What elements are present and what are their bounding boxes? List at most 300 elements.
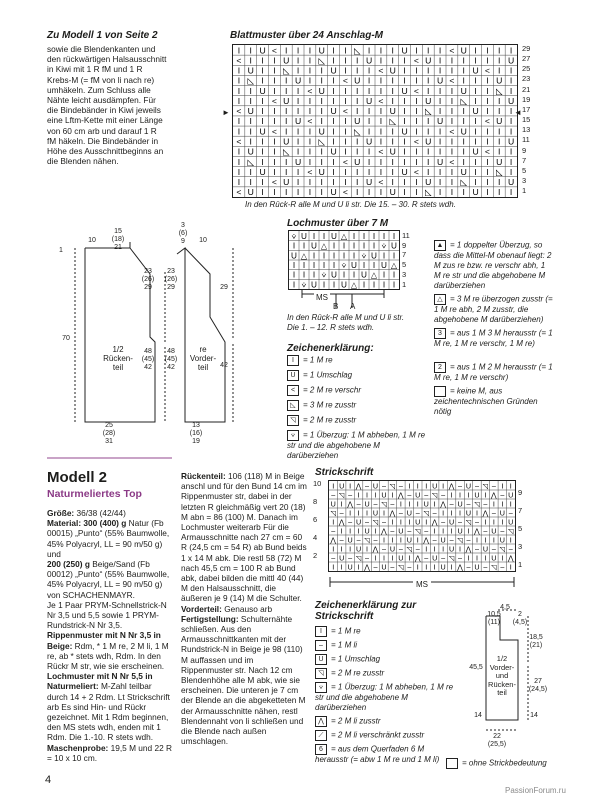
svg-text:⋀: ⋀ [423,536,430,545]
legend-symbol: ⩒ [315,682,327,693]
svg-text:I: I [372,280,376,289]
legend-text: = 2 M li zusstr [331,716,381,726]
svg-text:U: U [508,518,514,527]
svg-text:◺: ◺ [318,136,326,147]
page-number: 4 [45,774,52,786]
svg-text:I: I [415,187,418,197]
blatt-row-numbers [522,45,542,200]
svg-text:U: U [406,509,412,518]
blatt-title: Blattmuster über 24 Anschlag-M [230,30,383,41]
svg-text:I: I [308,187,312,197]
svg-text:I: I [356,146,359,157]
svg-text:I: I [296,146,300,157]
legend-item [315,654,455,665]
svg-text:U: U [398,527,404,536]
strick-right-numbers [518,480,532,570]
s2-455: 45,5 [469,664,483,671]
svg-text:I: I [399,500,402,509]
svg-text:I: I [308,106,312,117]
svg-text:⋀: ⋀ [381,527,387,536]
row-number: 19 [522,94,531,104]
svg-text:I: I [391,136,394,147]
svg-text:I: I [332,55,335,66]
svg-text:U: U [365,95,373,106]
svg-text:U: U [436,156,444,167]
svg-text:I: I [261,136,264,147]
svg-text:I: I [332,166,335,177]
svg-text:I: I [332,156,335,167]
svg-text:I: I [450,106,454,117]
svg-text:U: U [389,146,396,157]
svg-text:I: I [261,116,264,127]
svg-text:⋀: ⋀ [355,482,362,491]
svg-text:I: I [372,241,376,251]
svg-text:I: I [356,166,359,177]
svg-text:⋀: ⋀ [347,500,354,509]
svg-text:I: I [438,65,442,76]
svg-text:<: < [236,187,242,197]
svg-text:I: I [509,45,513,56]
svg-text:I: I [344,116,347,127]
legend-item [287,385,427,396]
legend-symbol: ▲ [434,240,446,251]
svg-text:U: U [361,270,367,280]
svg-text:I: I [379,187,383,197]
svg-text:I: I [498,65,501,76]
legend-symbol: U [287,370,299,381]
svg-text:◺: ◺ [495,85,503,96]
svg-text:I: I [349,545,352,554]
svg-text:I: I [367,187,371,197]
svg-text:◺: ◺ [353,45,361,56]
svg-text:I: I [320,156,323,167]
svg-text:U: U [259,85,266,96]
row-number: 2 [313,551,318,560]
svg-text:U: U [401,45,408,56]
svg-text:I: I [416,536,419,545]
svg-text:U: U [507,95,515,106]
svg-text:–: – [500,491,505,500]
svg-text:I: I [356,55,359,66]
svg-text:U: U [283,136,290,147]
svg-text:I: I [492,500,495,509]
svg-text:⋀: ⋀ [448,482,455,491]
svg-text:I: I [356,65,359,76]
svg-text:I: I [486,177,489,188]
legend-text: = aus 1 M 2 M herausstr (= 1 M re, 1 M re verschr) [434,362,553,382]
svg-text:I: I [382,270,386,280]
svg-text:U: U [425,177,432,188]
svg-text:U: U [491,554,497,563]
svg-text:I: I [486,106,489,117]
intro-body: sowie die Blendenkanten und den rückwärtigen Halsausschnitt in Kiwi mit 1 R fM und 1 R Krebs-M (= fM von li nach re) umhäkeln. Zum Schluss alle Nähte leicht ausdämpfen. Für die Bindebänder in Kiwi jeweils eine Lftm-Kette mit einer Länge von 60 cm arb und darauf 1 R fM häkeln. Die Bindebänder in Höhe des Ausschnittbeginns an die Blenden nähen. [47,44,167,167]
svg-text:U: U [432,482,438,491]
legend2-title: Zeichenerklärung zur Strickschrift [315,600,417,622]
svg-text:<: < [449,45,455,56]
svg-text:I: I [498,136,501,147]
svg-text:U: U [448,545,455,554]
legend-item [315,668,455,679]
svg-text:I: I [237,95,241,106]
legend-text: = 1 Überzug: 1 M abheben, 1 M re str und die abgehobene M darüberziehen [315,682,454,712]
svg-text:I: I [372,231,376,241]
svg-text:I: I [474,75,477,86]
svg-text:I: I [442,527,445,536]
svg-text:I: I [382,554,385,563]
svg-text:I: I [416,563,419,571]
svg-text:–: – [483,527,488,536]
svg-text:I: I [332,75,335,86]
svg-text:I: I [474,85,477,96]
svg-text:I: I [391,126,394,137]
svg-text:I: I [427,146,430,157]
svg-text:I: I [391,536,394,545]
svg-text:–: – [508,545,513,554]
svg-text:U: U [294,75,302,86]
svg-text:I: I [320,106,323,117]
legend-symbol: – [315,640,327,651]
svg-text:I: I [433,545,436,554]
svg-text:<: < [271,45,277,56]
svg-text:U: U [371,251,377,261]
svg-text:U: U [294,156,302,167]
svg-text:I: I [433,527,436,536]
svg-text:I: I [403,177,406,188]
svg-text:I: I [486,166,489,177]
svg-text:◹: ◹ [482,482,489,491]
svg-text:I: I [285,116,288,127]
row-number: 15 [522,115,531,125]
svg-text:I: I [391,166,394,177]
svg-text:I: I [237,85,241,96]
svg-text:I: I [392,251,396,261]
svg-text:I: I [273,156,276,167]
row-number: 5 [522,165,527,175]
svg-text:I: I [308,177,312,188]
svg-text:I: I [296,166,300,177]
svg-text:I: I [302,270,306,280]
svg-text:I: I [442,482,445,491]
legend-item [315,640,455,651]
svg-text:I: I [382,251,386,261]
svg-text:I: I [332,251,336,261]
svg-text:I: I [379,126,383,137]
legend-symbol: U [315,654,327,665]
svg-text:I: I [509,106,513,117]
svg-text:⋀: ⋀ [414,554,421,563]
svg-text:U: U [472,106,479,117]
paragraph: 200 (250) g Beige/Sand (Fb 00012) „Punto“ (55% Baumwolle, 45% Polyacryl, LL = 90 m/50 g) von SCHACHENMAYR. [47,559,170,600]
svg-text:I: I [320,116,323,127]
svg-text:I: I [462,146,465,157]
svg-text:⋀: ⋀ [330,536,337,545]
svg-text:I: I [415,156,418,167]
row-number: 4 [313,533,318,542]
dim-15: 15 (18) 21 [111,228,125,251]
svg-text:I: I [427,126,430,137]
svg-text:I: I [391,95,394,106]
svg-text:–: – [441,518,446,527]
svg-text:I: I [332,136,335,147]
legend-text: = aus dem Querfaden 6 M herausstr (= abw 1 M re und 1 M li) [315,744,440,764]
row-number: 10 [313,479,322,488]
svg-text:U: U [423,500,429,509]
dim-29: 29 [220,284,228,291]
s2-22: 22 (25,5) [487,733,507,748]
svg-text:U: U [448,518,455,527]
svg-text:U: U [355,545,362,554]
paragraph: Rückenteil: 106 (118) M in Beige anschl und für den Bund 14 cm im Rippenmuster str, dabei in der letzten R gleichmäßig vert 20 (18) M abn = 86 (100) M. Danach im Lochmuster weiterarb Für die Armausschnitte nach 27 cm = 60 R (24,5 cm = 54 R) ab Bund beids 1 x 14 M abk. Die restl 58 (72) M nach 45,5 cm = 100 R ab Bund abk, dabei bilden die mittl 40 (44) M den Halsausschnitt, die äußeren je 9 (14) M die Schulter. [181,471,307,604]
svg-text:U: U [354,156,361,167]
svg-text:◹: ◹ [508,527,514,536]
svg-text:◹: ◹ [406,545,413,554]
svg-text:I: I [427,85,430,96]
svg-text:<: < [449,156,455,167]
svg-text:U: U [355,518,362,527]
svg-text:I: I [438,166,442,177]
svg-text:I: I [474,166,477,177]
svg-text:U: U [259,166,266,177]
svg-text:U: U [330,187,337,197]
svg-text:◺: ◺ [424,187,432,197]
svg-text:I: I [408,554,411,563]
svg-text:U: U [354,116,361,127]
svg-text:I: I [438,187,442,197]
svg-text:I: I [332,85,335,96]
legend-item [315,682,455,713]
svg-text:I: I [379,166,383,177]
legend-symbol: ⩒ [287,430,299,441]
svg-text:I: I [498,45,501,56]
svg-text:I: I [320,187,323,197]
svg-text:<: < [413,85,419,96]
svg-text:I: I [320,65,323,76]
svg-text:U: U [389,187,396,197]
row-number: 21 [522,84,531,94]
modell2-col2 [181,471,307,746]
svg-text:<: < [271,177,277,188]
svg-text:I: I [237,126,241,137]
svg-text:I: I [450,55,454,66]
svg-text:⋀: ⋀ [389,509,396,518]
row-number: 29 [522,44,531,53]
svg-text:I: I [332,177,335,188]
svg-text:⋀: ⋀ [364,563,370,571]
svg-text:⩒: ⩒ [361,251,367,261]
svg-text:U: U [474,491,480,500]
svg-text:<: < [484,65,490,76]
svg-text:I: I [357,527,360,536]
svg-text:◹: ◹ [415,527,421,536]
svg-text:U: U [507,55,515,66]
svg-text:I: I [285,75,288,86]
svg-text:I: I [438,95,442,106]
svg-text:–: – [424,554,429,563]
dim-42: 42 [220,362,228,369]
svg-text:<: < [236,106,242,117]
row-number: 6 [313,515,318,524]
svg-text:I: I [349,482,352,491]
svg-text:I: I [438,85,442,96]
svg-text:–: – [381,545,386,554]
legend-text: = 1 Umschlag [331,654,381,664]
svg-text:△: △ [320,241,328,251]
svg-text:I: I [367,146,371,157]
svg-text:I: I [403,106,406,117]
svg-text:◹: ◹ [474,500,480,509]
svg-text:I: I [450,85,454,96]
paragraph: Fertigstellung: Schulternähte schließen. Aus den Armausschnittkanten mit der Rundstrick-N in Beige je 98 (110) M auffassen und im Rippenmuster str. Nach 12 cm Blendenhöhe alle M abk, wie sie erscheinen. Die unteren je 7 cm der Blende an die abgeketteten M der Armausschnitte nähen, restl Blendennaht von li schließen und die Blende nach außen umschlagen. [181,613,306,747]
svg-text:◹: ◹ [465,518,472,527]
svg-text:I: I [425,563,428,571]
svg-text:<: < [342,156,348,167]
dim-23a: 23 (26) 29 [141,268,155,291]
svg-text:<: < [413,136,419,147]
svg-text:I: I [462,106,465,117]
svg-text:I: I [427,156,430,167]
svg-text:U: U [247,187,254,197]
svg-text:I: I [509,75,513,86]
svg-text:–: – [466,536,471,545]
svg-text:I: I [382,231,386,241]
svg-text:<: < [413,166,419,177]
dim-25: 25 (28) 31 [102,422,116,445]
svg-text:–: – [381,518,386,527]
svg-text:⩒: ⩒ [291,231,297,241]
svg-text:I: I [427,65,430,76]
svg-text:–: – [508,509,513,518]
svg-text:–: – [458,554,463,563]
svg-text:I: I [273,116,276,127]
svg-text:U: U [460,85,467,96]
svg-text:–: – [373,563,378,571]
svg-text:U: U [259,126,266,137]
row-number: 11 [522,135,530,145]
svg-text:I: I [249,136,252,147]
svg-text:I: I [237,75,241,86]
svg-text:U: U [482,545,489,554]
legend2-blank [446,758,547,769]
svg-text:I: I [403,146,406,157]
svg-text:U: U [339,554,345,563]
svg-text:⋀: ⋀ [338,518,345,527]
svg-text:I: I [261,187,264,197]
svg-text:◹: ◹ [499,545,506,554]
svg-text:U: U [381,260,387,270]
svg-text:I: I [344,85,347,96]
svg-text:U: U [401,166,408,177]
svg-text:I: I [367,65,371,76]
legend-item [287,415,427,426]
svg-text:◺: ◺ [424,106,432,117]
svg-text:–: – [466,563,471,571]
svg-text:–: – [331,527,336,536]
svg-text:I: I [367,85,371,96]
svg-text:I: I [392,280,396,289]
svg-text:I: I [399,518,402,527]
svg-text:I: I [273,187,276,197]
svg-text:–: – [441,554,446,563]
svg-text:I: I [308,126,312,137]
svg-text:I: I [249,166,252,177]
svg-text:I: I [425,518,428,527]
svg-text:I: I [344,55,347,66]
legend-item [315,716,455,727]
legend-text: = 3 M re überzogen zusstr (= 1 M re abh, 2 M zusstr, die abgehobene M darüberziehen) [434,294,553,324]
svg-text:<: < [449,126,455,137]
svg-text:◺: ◺ [282,146,290,157]
svg-text:–: – [339,536,344,545]
svg-text:I: I [438,55,442,66]
svg-text:I: I [352,231,356,241]
svg-text:◺: ◺ [247,75,255,86]
row-number: 9 [522,145,527,155]
svg-text:◹: ◹ [381,500,387,509]
svg-text:I: I [374,491,377,500]
svg-text:△: △ [370,270,378,280]
svg-text:⋀: ⋀ [482,509,489,518]
svg-text:I: I [391,55,394,66]
svg-text:I: I [308,55,312,66]
legend-item [287,430,427,461]
svg-text:I: I [462,136,465,147]
legend-text: = 1 Umschlag [303,370,353,380]
legend-item [434,386,554,417]
dim-48a: 48 (45) 42 [141,348,155,371]
svg-text:I: I [509,116,513,127]
svg-text:I: I [501,500,504,509]
svg-text:U: U [496,156,503,167]
svg-text:I: I [367,166,371,177]
svg-text:I: I [392,231,396,241]
svg-text:◺: ◺ [460,177,468,188]
svg-text:I: I [474,95,477,106]
svg-text:I: I [379,116,383,127]
svg-text:I: I [474,136,477,147]
svg-text:I: I [332,563,335,571]
row-number: 1 [402,279,407,289]
svg-text:I: I [474,177,477,188]
svg-text:I: I [285,106,288,117]
svg-text:I: I [261,55,264,66]
section-rule [47,457,172,459]
svg-text:◺: ◺ [318,55,326,66]
svg-text:I: I [382,280,386,289]
row-number: 3 [402,269,407,279]
svg-text:U: U [496,75,503,86]
svg-text:–: – [458,482,463,491]
svg-text:I: I [509,85,513,96]
svg-text:U: U [499,536,505,545]
svg-text:U: U [457,527,463,536]
svg-text:I: I [320,177,323,188]
svg-text:U: U [330,500,336,509]
svg-text:I: I [344,146,347,157]
svg-text:◹: ◹ [372,518,379,527]
modell2-subtitle: Naturmeliertes Top [47,488,142,500]
svg-text:I: I [474,45,477,56]
svg-text:I: I [285,85,288,96]
svg-text:U: U [436,116,444,127]
svg-text:<: < [271,126,277,137]
svg-text:I: I [312,270,316,280]
svg-text:I: I [261,95,264,106]
svg-text:–: – [356,536,361,545]
svg-text:U: U [354,75,361,86]
svg-text:I: I [403,187,406,197]
legend-item [315,730,455,741]
svg-text:U: U [499,509,505,518]
